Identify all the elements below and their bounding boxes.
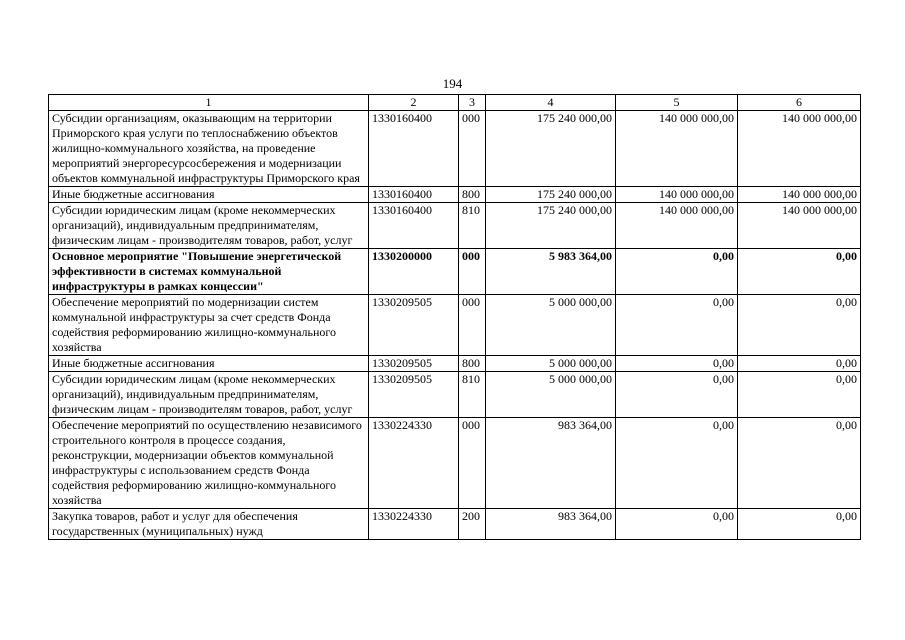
row-value-2: 0,00 <box>616 418 738 509</box>
row-code: 1330209505 <box>369 372 459 418</box>
row-value-2: 0,00 <box>616 372 738 418</box>
table-row <box>49 187 861 203</box>
header-row <box>49 95 861 111</box>
header-col-5: 5 <box>616 95 738 111</box>
row-kind: 000 <box>459 295 486 356</box>
row-value-2: 0,00 <box>616 295 738 356</box>
table-row <box>49 249 861 295</box>
row-value-3: 0,00 <box>738 372 861 418</box>
row-code: 1330160400 <box>369 111 459 187</box>
table-row <box>49 203 861 249</box>
table-row <box>49 418 861 509</box>
row-description: Субсидии юридическим лицам (кроме некоммерческих организаций), индивидуальным предпринимателям, физическим лицам - производителям товаров, работ, услуг <box>49 203 369 249</box>
table-row <box>49 111 861 187</box>
row-value-1: 983 364,00 <box>486 418 616 509</box>
header-col-6: 6 <box>738 95 861 111</box>
table-row <box>49 372 861 418</box>
row-description: Закупка товаров, работ и услуг для обеспечения государственных (муниципальных) нужд <box>49 509 369 540</box>
row-description: Иные бюджетные ассигнования <box>49 187 369 203</box>
row-kind: 200 <box>459 509 486 540</box>
row-value-2: 140 000 000,00 <box>616 111 738 187</box>
table-row <box>49 356 861 372</box>
row-description: Иные бюджетные ассигнования <box>49 356 369 372</box>
row-value-1: 983 364,00 <box>486 509 616 540</box>
row-value-2: 0,00 <box>616 356 738 372</box>
row-value-1: 175 240 000,00 <box>486 187 616 203</box>
row-code: 1330160400 <box>369 203 459 249</box>
row-code: 1330209505 <box>369 356 459 372</box>
row-description: Обеспечение мероприятий по осуществлению независимого строительного контроля в процессе создания, реконструкции, модернизации объектов коммунальной инфраструктуры с использованием средств Фонда содействия реформированию жилищно-коммунального хозяйства <box>49 418 369 509</box>
budget-table <box>48 94 861 540</box>
row-value-3: 140 000 000,00 <box>738 203 861 249</box>
row-value-1: 175 240 000,00 <box>486 203 616 249</box>
row-value-3: 140 000 000,00 <box>738 111 861 187</box>
row-code: 1330209505 <box>369 295 459 356</box>
row-value-3: 0,00 <box>738 418 861 509</box>
row-description: Субсидии юридическим лицам (кроме некоммерческих организаций), индивидуальным предпринимателям, физическим лицам - производителям товаров, работ, услуг <box>49 372 369 418</box>
row-value-3: 0,00 <box>738 295 861 356</box>
row-value-3: 0,00 <box>738 249 861 295</box>
row-value-1: 175 240 000,00 <box>486 111 616 187</box>
header-col-4: 4 <box>486 95 616 111</box>
row-value-1: 5 000 000,00 <box>486 295 616 356</box>
table-row <box>49 509 861 540</box>
row-value-2: 0,00 <box>616 509 738 540</box>
header-col-2: 2 <box>369 95 459 111</box>
row-kind: 000 <box>459 111 486 187</box>
header-col-3: 3 <box>459 95 486 111</box>
row-value-2: 140 000 000,00 <box>616 187 738 203</box>
row-value-3: 0,00 <box>738 356 861 372</box>
table-row <box>49 295 861 356</box>
header-col-1: 1 <box>49 95 369 111</box>
row-kind: 800 <box>459 187 486 203</box>
row-code: 1330224330 <box>369 418 459 509</box>
row-kind: 810 <box>459 203 486 249</box>
row-code: 1330224330 <box>369 509 459 540</box>
page-number: 194 <box>442 76 463 91</box>
row-value-2: 0,00 <box>616 249 738 295</box>
row-value-1: 5 000 000,00 <box>486 372 616 418</box>
row-code: 1330160400 <box>369 187 459 203</box>
row-kind: 000 <box>459 249 486 295</box>
row-description: Субсидии организациям, оказывающим на территории Приморского края услуги по теплоснабжению объектов жилищно-коммунального хозяйства, на проведение мероприятий энергоресурсосбережения и модернизации объектов коммунальной инфраструктуры Приморского края <box>49 111 369 187</box>
row-value-1: 5 983 364,00 <box>486 249 616 295</box>
row-value-2: 140 000 000,00 <box>616 203 738 249</box>
row-code: 1330200000 <box>369 249 459 295</box>
row-value-1: 5 000 000,00 <box>486 356 616 372</box>
row-description: Основное мероприятие "Повышение энергетической эффективности в системах коммунальной инфраструктуры в рамках концессии" <box>49 249 369 295</box>
row-kind: 000 <box>459 418 486 509</box>
row-kind: 810 <box>459 372 486 418</box>
row-kind: 800 <box>459 356 486 372</box>
row-value-3: 0,00 <box>738 509 861 540</box>
row-value-3: 140 000 000,00 <box>738 187 861 203</box>
row-description: Обеспечение мероприятий по модернизации систем коммунальной инфраструктуры за счет средств Фонда содействия реформированию жилищно-коммунального хозяйства <box>49 295 369 356</box>
